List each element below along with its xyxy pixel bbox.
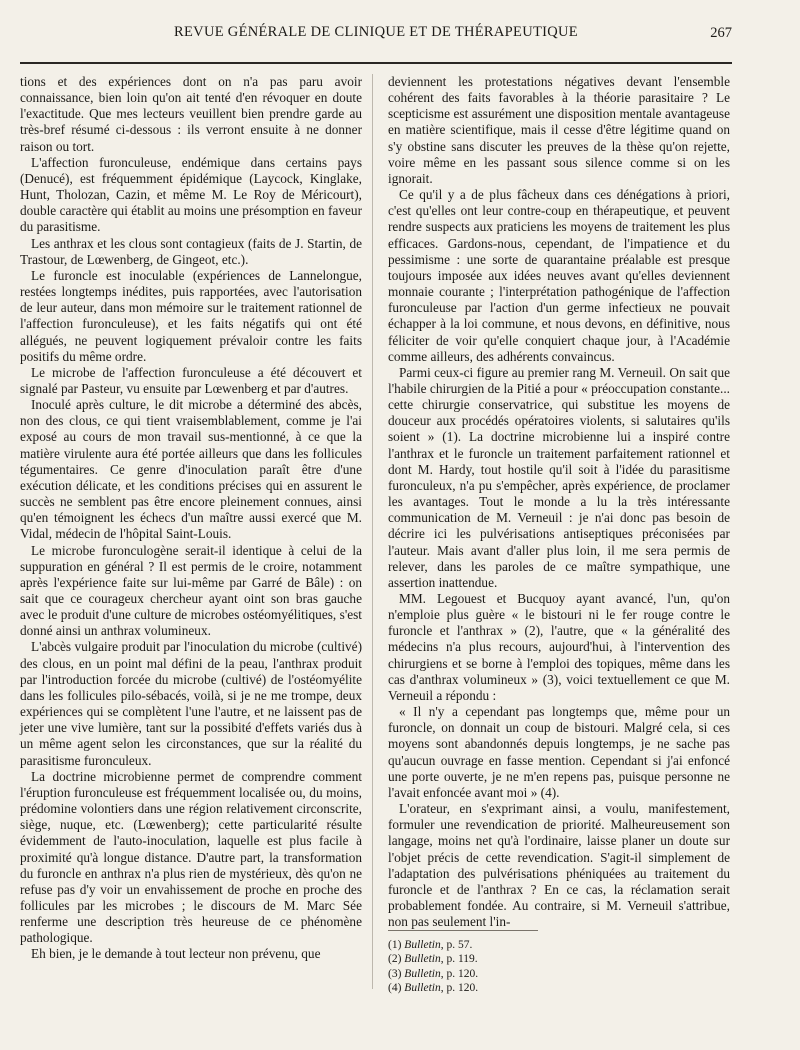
footnote-source: Bulletin bbox=[404, 939, 441, 951]
footnote-source: Bulletin bbox=[404, 953, 441, 966]
footnote-mark: (4) bbox=[388, 982, 402, 995]
footnote bbox=[388, 967, 730, 981]
footnote-source: Bulletin bbox=[404, 967, 441, 980]
column-divider bbox=[372, 74, 373, 989]
running-title: REVUE GÉNÉRALE DE CLINIQUE ET DE THÉRAPEUTIQUE bbox=[174, 24, 578, 40]
paragraph: Le microbe furonculogène serait-il identique à celui de la suppuration en général ? Il est permis de le croire, notamment après l'expérience faite sur lui-même par Garré de Bâle) : on sait que ce courageux chercheur ayant oint son bras gauche avec le produit d'une culture de microbes ostéomyélitiques, s'est donné ainsi un anthrax volumineux. bbox=[20, 542, 362, 639]
footnote bbox=[388, 938, 730, 952]
running-header bbox=[20, 20, 732, 46]
paragraph: La doctrine microbienne permet de comprendre comment l'éruption furonculeuse est fréquemment localisée ou, du moins, prédomine volontiers dans une région relativement circonscrite, siège, nuque, etc. (Lœwenberg); cette particularité résulte évidemment de l'auto-inoculation, laquelle est plus facile à proximité qu'à longue distance. D'autre part, la transformation du furoncle en anthrax n'a plus rien de mystérieux, dès qu'on ne refuse pas d'y voir un envahissement de proche en proche des follicules par les microbes ; le discours de M. Marc Sée renferme une description très heureuse de ce phénomène pathologique. bbox=[20, 768, 362, 946]
paragraph: L'orateur, en s'exprimant ainsi, a voulu, manifestement, formuler une revendication de priorité. Malheureusement son langage, moins net qu'à l'ordinaire, laisse planer un doute sur l'objet précis de cette revendication. S'agit-il simplement de l'adaptation des pulvérisations phéniquées au traitement du furoncle et de l'anthrax ? En ce cas, la réclamation serait probablement fondée. Au contraire, si M. Verneuil s'attribue, non pas seulement l'in- bbox=[388, 801, 730, 930]
paragraph: Les anthrax et les clous sont contagieux (faits de J. Startin, de Trastour, de Lœwenberg, de Gingeot, etc.). bbox=[20, 235, 362, 267]
paragraph: Eh bien, je le demande à tout lecteur non prévenu, que bbox=[31, 946, 321, 962]
header-rule bbox=[20, 62, 732, 64]
paragraph: L'abcès vulgaire produit par l'inoculation du microbe (cultivé) des clous, en un point mal défini de la peau, l'anthrax produit par l'introduction forcée du microbe (cultivé) de l'ostéomyélite dans les follicules pilo-sébacés, voilà, si je ne me trompe, deux expériences qui se complètent l'une l'autre, et ne laissent pas de jeter une vive lumière, tant sur la possibité d'effets variés dus à un même agent selon les circonstances, que sur la réalité du parasitisme furonculeux. bbox=[20, 639, 362, 768]
right-column bbox=[388, 74, 730, 930]
left-column bbox=[20, 74, 362, 963]
footnote bbox=[388, 981, 730, 995]
footnote-page: , p. 120. bbox=[440, 982, 479, 995]
footnote-source: Bulletin bbox=[404, 982, 441, 995]
footnote bbox=[388, 952, 730, 966]
footnotes bbox=[388, 938, 730, 996]
footnote-mark: (2) bbox=[388, 953, 402, 966]
paragraph: L'affection furonculeuse, endémique dans certains pays (Denucé), est fréquemment épidémique (Laycock, Kinglake, Hunt, Tholozan, Cazin, et même M. Le Roy de Méricourt), double caractère qui établit au moins une présomption en faveur du parasitisme. bbox=[20, 154, 362, 235]
footnote-mark: (1) bbox=[388, 939, 402, 951]
footnote-mark: (3) bbox=[388, 967, 402, 980]
footnote-page: , p. 57. bbox=[440, 939, 473, 951]
paragraph: Inoculé après culture, le dit microbe a déterminé des abcès, non des clous, ce qui tient vraisemblablement, comme je l'ai exposé au cours de mon travail sus-mentionné, à ce que la matière virulente aura été portée ailleurs que dans les follicules tégumentaires. Ce genre d'inoculation paraît être d'une exécution délicate, et les conditions précises qui en assurent le succès ne semblent pas être encore pleinement connues, ainsi qu'en témoignent les échecs d'un maître aussi exercé que M. Vidal, médecin de l'hôpital Saint-Louis. bbox=[20, 397, 362, 542]
paragraph: Le furoncle est inoculable (expériences de Lannelongue, restées longtemps inédites, puis rapportées, avec l'autorisation de leur auteur, dans mon mémoire sur le traitement rationnel de l'affection furonculeuse), et les faits négatifs qui ont été allégués, ne peuvent logiquement prévaloir contre les faits positifs du même ordre. bbox=[20, 267, 362, 364]
paragraph: MM. Legouest et Bucquoy ayant avancé, l'un, qu'on n'emploie plus guère « le bistouri ni le fer rouge contre le furoncle et l'anthrax » (2), l'autre, que « la généralité des médecins n'a plus recours, aujourd'hui, à l'intervention des chirurgiens et se borne à l'emploi des topiques, même dans les cas d'anthrax volumineux » (3), voici textuellement ce que M. Verneuil a répondu : bbox=[388, 591, 730, 703]
footnote-rule bbox=[388, 930, 538, 931]
paragraph: Le microbe de l'affection furonculeuse a été découvert et signalé par Pasteur, vu ensuite par Lœwenberg et par d'autres. bbox=[20, 364, 362, 396]
paragraph: deviennent les protestations négatives devant l'ensemble cohérent des faits favorables à la théorie parasitaire ? Le scepticisme est assurément une disposition mentale avantageuse en matière scientifique, mais il cesse d'être légitime quand on s'y obstine sans discuter les preuves de la thèse qu'on rejette, voire même en les passant sous silence comme si on les ignorait. bbox=[388, 74, 730, 186]
footnote-page: , p. 119. bbox=[440, 953, 478, 966]
paragraph: Ce qu'il y a de plus fâcheux dans ces dénégations à priori, c'est qu'elles ont leur contre-coup en thérapeutique, et peuvent rendre suspects aux praticiens les moyens de traitement les plus efficaces. Gardons-nous, cependant, de l'impatience et du pessimisme : une sorte de quarantaine préalable est presque toujours imposée aux idées neuves avant qu'elles deviennent monnaie courante ; l'interprétation pathogénique de l'affection furonculeuse par l'action d'un germe infectieux ne pouvait échapper à la loi commune, et nous devons, en définitive, nous féliciter de voir qu'elle conquiert chaque jour, à l'Académie comme ailleurs, des adhérents convaincus. bbox=[388, 187, 730, 364]
page-number: 267 bbox=[710, 25, 732, 41]
paragraph: Parmi ceux-ci figure au premier rang M. Verneuil. On sait que l'habile chirurgien de la Pitié a pour « préoccupation constante... cette chirurgie conservatrice, qui substitue les moyens de douceur aux procédés opératoires violents, si salutaires qu'ils soient » (1). La doctrine microbienne lui a inspiré contre l'anthrax et le furoncle un traitement parfaitement rationnel et dont M. Hardy, tout hostile qu'il soit à l'idée du parasitisme furonculeux, n'a pu s'empêcher, après expérience, de proclamer les avantages. Tout le monde a lu la très intéressante communication de M. Verneuil : je n'ai donc pas besoin de décrire ici les pulvérisations antiseptiques préconisées par l'auteur. Mais avant d'aller plus loin, il me sera permis de relever, dans les paroles de ce maître sympathique, une assertion inattendue. bbox=[388, 364, 730, 590]
quoted-paragraph: « Il n'y a cependant pas longtemps que, même pour un furoncle, on donnait un coup de bistouri. Malgré cela, si ces moyens sont abandonnés depuis longtemps, je ne sache pas qu'aucun ouvrage en fasse mention. Cependant si j'ai enfoncé une porte ouverte, je ne m'en repens pas, puisque personne ne l'avait enfoncée avant moi » (4). bbox=[388, 704, 730, 800]
paragraph: tions et des expériences dont on n'a pas paru avoir connaissance, bien loin qu'on ait tenté d'en révoquer en doute l'exactitude. Que mes lecteurs veuillent bien prendre garde au très-bref résumé ci-dessous : ils verront ensuite à ne donner raison ou tort. bbox=[20, 74, 362, 154]
footnote-page: , p. 120. bbox=[440, 967, 479, 980]
